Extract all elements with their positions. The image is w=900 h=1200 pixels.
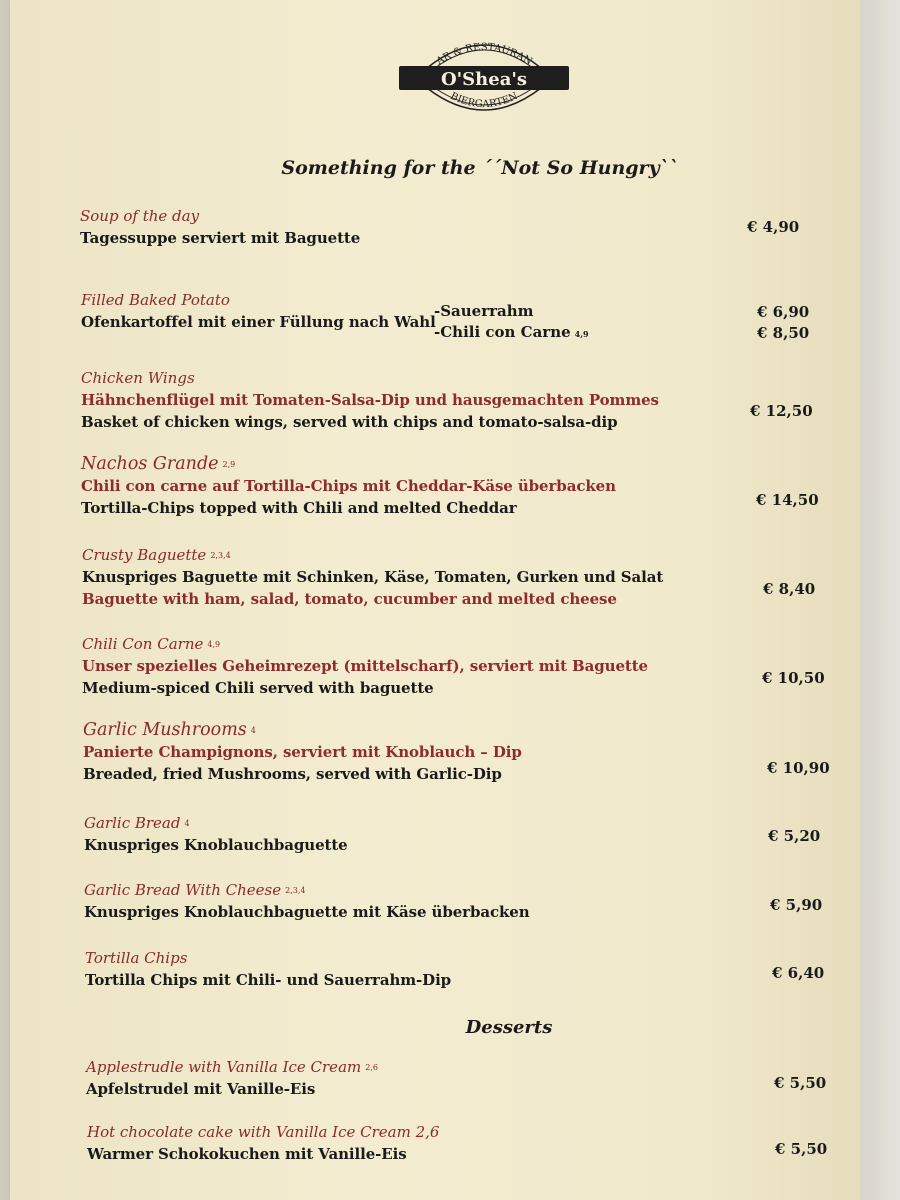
item-price: € 12,50 [750, 402, 813, 420]
item-title: Filled Baked Potato [81, 291, 230, 309]
logo-bottom-text: BIERGARTEN [448, 90, 520, 111]
logo-name: O'Shea's [440, 69, 528, 90]
item-title: Chili Con Carne 4,9 [82, 635, 221, 653]
item-description: Tagessuppe serviert mit Baguette [80, 229, 361, 247]
section-title: Something for the ´´Not So Hungry`` [281, 157, 679, 179]
item-price: € 14,50 [756, 491, 819, 509]
item-description-de: Panierte Champignons, serviert mit Knoblauch – Dip [83, 743, 522, 761]
item-description-en: Tortilla-Chips topped with Chili and melted Cheddar [81, 499, 517, 517]
item-title: Crusty Baguette 2,3,4 [82, 546, 231, 564]
item-description-en: Medium-spiced Chili served with baguette [82, 679, 434, 697]
item-description-de: Knuspriges Baguette mit Schinken, Käse, Tomaten, Gurken und Salat [82, 568, 664, 586]
item-title: Tortilla Chips [85, 949, 188, 967]
item-price: € 8,50 [757, 324, 810, 342]
restaurant-logo [395, 28, 573, 120]
item-price: € 10,50 [762, 669, 825, 687]
item-option: -Chili con Carne 4,9 [434, 323, 589, 341]
item-price: € 6,40 [772, 964, 825, 982]
item-title: Nachos Grande 2,9 [81, 454, 236, 474]
item-description: Warmer Schokokuchen mit Vanille-Eis [87, 1145, 407, 1163]
item-description-de: Unser spezielles Geheimrezept (mittelscharf), serviert mit Baguette [82, 657, 648, 675]
item-description-de: Chili con carne auf Tortilla-Chips mit Cheddar-Käse überbacken [81, 477, 616, 495]
item-description-en: Basket of chicken wings, served with chips and tomato-salsa-dip [81, 413, 618, 431]
item-description: Apfelstrudel mit Vanille-Eis [86, 1080, 316, 1098]
item-price: € 5,20 [768, 827, 821, 845]
item-price: € 6,90 [757, 303, 810, 321]
item-price: € 5,50 [774, 1074, 827, 1092]
item-title: Hot chocolate cake with Vanilla Ice Cream 2,6 [87, 1123, 440, 1141]
menu-item [82, 545, 900, 610]
item-description: Tortilla Chips mit Chili- und Sauerrahm-Dip [85, 971, 452, 989]
item-title: Garlic Bread 4 [84, 814, 190, 832]
item-title: Soup of the day [80, 207, 200, 225]
item-description: Knuspriges Knoblauchbaguette [84, 836, 348, 854]
item-description-en: Breaded, fried Mushrooms, served with Garlic-Dip [83, 765, 502, 783]
item-description-en: Baguette with ham, salad, tomato, cucumber and melted cheese [82, 590, 617, 608]
item-description: Ofenkartoffel mit einer Füllung nach Wahl [81, 313, 436, 331]
menu-item [81, 368, 900, 433]
item-price: € 4,90 [747, 218, 800, 236]
item-price: € 10,90 [767, 759, 830, 777]
item-title: Applestrudle with Vanilla Ice Cream 2,6 [86, 1058, 378, 1076]
item-title: Garlic Bread With Cheese 2,3,4 [84, 881, 306, 899]
item-title: Chicken Wings [81, 369, 195, 387]
menu-item [81, 454, 900, 519]
desserts-title: Desserts [465, 1017, 553, 1038]
item-price: € 8,40 [763, 580, 816, 598]
item-title: Garlic Mushrooms 4 [83, 720, 256, 740]
item-price: € 5,50 [775, 1140, 828, 1158]
item-price: € 5,90 [770, 896, 823, 914]
menu-item [82, 634, 900, 699]
logo-top-text: AR & RESTAURAN [434, 41, 534, 68]
item-option: -Sauerrahm [434, 302, 534, 320]
item-description: Knuspriges Knoblauchbaguette mit Käse überbacken [84, 903, 530, 921]
item-description-de: Hähnchenflügel mit Tomaten-Salsa-Dip und hausgemachten Pommes [81, 391, 659, 409]
